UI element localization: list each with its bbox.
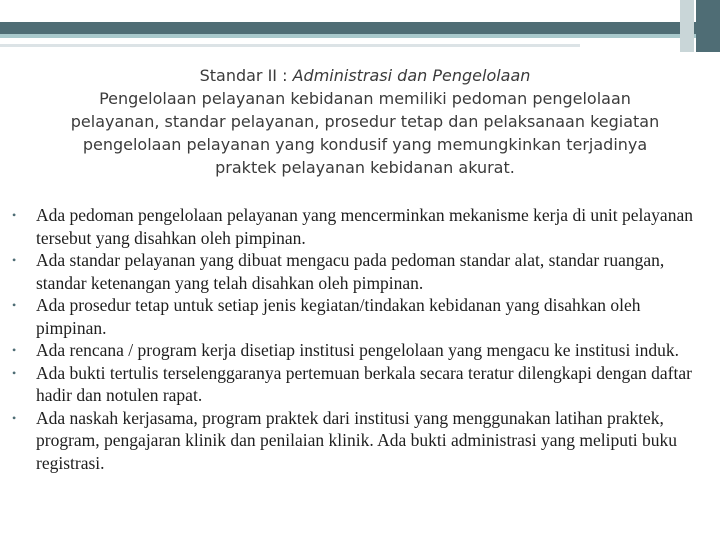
header-thin-rule (0, 44, 580, 47)
list-item-text: Ada standar pelayanan yang dibuat mengacu pada pedoman standar alat, standar ruangan, standar ketenangan yang telah disahkan oleh pimpinan. (36, 250, 665, 293)
header-accent-band (0, 34, 720, 38)
heading-line: pengelolaan pelayanan yang kondusif yang memungkinkan terjadinya (82, 135, 648, 154)
corner-light-block (680, 0, 694, 52)
list-item-text: Ada rencana / program kerja disetiap institusi pengelolaan yang mengacu ke institusi induk. (36, 340, 679, 360)
list-item (8, 204, 714, 249)
bullet-icon: • (12, 365, 17, 380)
criteria-list (8, 204, 714, 474)
standard-title (20, 64, 710, 87)
bullet-icon: • (12, 208, 17, 222)
list-item (8, 362, 714, 407)
header-band (0, 22, 720, 34)
list-item-text: Ada naskah kerjasama, program praktek dari institusi yang menggunakan latihan praktek, program, pengajaran klinik dan penilaian klinik. Ada bukti administrasi yang meliputi buku registrasi. (36, 407, 678, 473)
heading-line: Pengelolaan pelayanan kebidanan memiliki pedoman pengelolaan (99, 89, 631, 108)
bullet-icon: • (12, 253, 17, 267)
slide-top-margin (0, 0, 720, 22)
list-item-text: Ada bukti tertulis terselenggaranya pertemuan berkala secara teratur dilengkapi dengan daftar hadir dan notulen rapat. (36, 362, 692, 405)
bullet-icon: • (12, 298, 17, 312)
heading-line: praktek pelayanan kebidanan akurat. (215, 158, 515, 177)
list-item (8, 339, 714, 362)
slide-heading (20, 64, 710, 179)
list-item (8, 249, 714, 294)
list-item-text: Ada prosedur tetap untuk setiap jenis kegiatan/tindakan kebidanan yang disahkan oleh pimpinan. (36, 295, 641, 338)
standard-name: Administrasi dan Pengelolaan (292, 66, 531, 85)
list-item (8, 294, 714, 339)
bullet-icon: • (12, 343, 17, 357)
bullet-icon: • (12, 410, 17, 425)
standard-label: Standar II : (199, 66, 288, 85)
list-item (8, 407, 714, 475)
list-item-text: Ada pedoman pengelolaan pelayanan yang mencerminkan mekanisme kerja di unit pelayanan tersebut yang disahkan oleh pimpinan. (36, 205, 693, 248)
corner-dark-block (696, 0, 720, 52)
heading-line: pelayanan, standar pelayanan, prosedur tetap dan pelaksanaan kegiatan (70, 112, 660, 131)
